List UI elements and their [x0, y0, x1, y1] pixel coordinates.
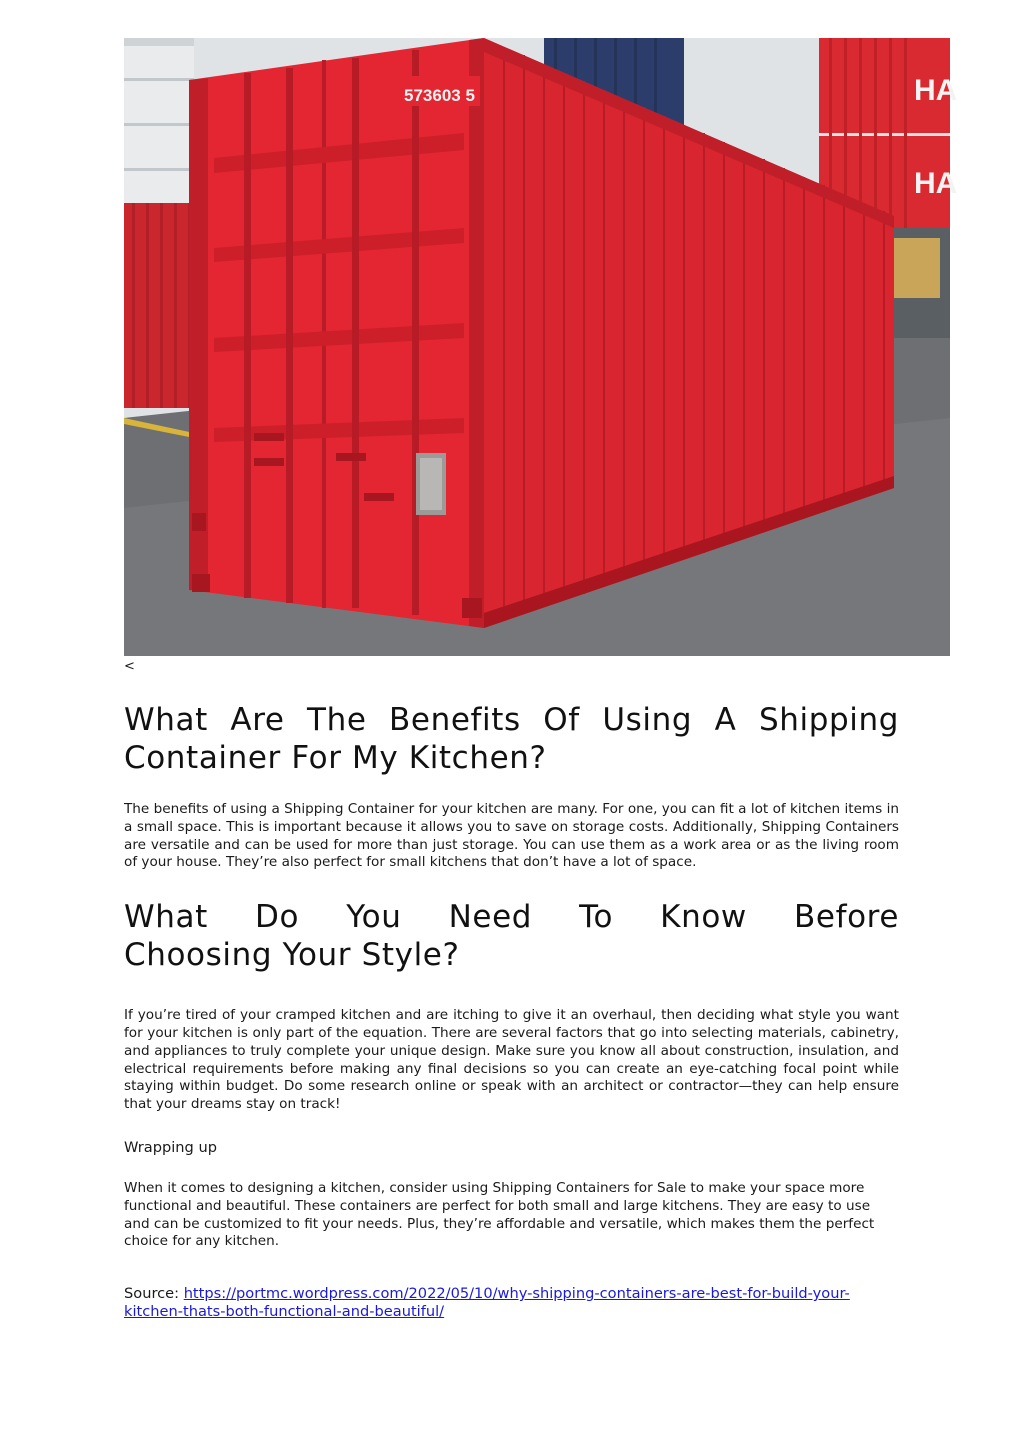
wrapping-up-heading: Wrapping up — [124, 1138, 217, 1156]
shipping-container-photo — [124, 38, 958, 656]
container-illustration — [124, 38, 958, 656]
source-citation — [124, 1285, 899, 1321]
article — [124, 38, 958, 1321]
section-body-style: If you’re tired of your cramped kitchen and are itching to give it an overhaul, then deciding what style you want for your kitchen is only part of the equation. There are several factors that go into selecting materials, cabinetry, and appliances to truly complete your unique design. Make sure you know all about construction, insulation, and electrical requirements before making any final decisions so you can create an eye-catching focal point while staying within budget. Do some research online or speak with an architect or contractor—they can help ensure that your dreams stay on track! — [124, 1007, 899, 1113]
image-caption-marker: < — [124, 659, 135, 674]
source-label: Source: — [124, 1285, 184, 1303]
wrapping-up-body: When it comes to designing a kitchen, consider using Shipping Containers for Sale to make your space more functional and beautiful. These containers are perfect for both small and large kitchens. They are easy to use and can be customized to fit your needs. Plus, they’re affordable and versatile, which makes them the perfect choice for any kitchen. — [124, 1179, 875, 1250]
section-heading-benefits: What Are The Benefits Of Using A Shipping Container For My Kitchen? — [124, 702, 899, 776]
section-heading-style-line2: Choosing Your Style? — [124, 937, 460, 974]
section-heading-style — [124, 898, 899, 974]
background-stack-label-2: HA — [914, 167, 958, 200]
source-link[interactable]: https://portmc.wordpress.com/2022/05/10/why-shipping-containers-are-best-for-build-your-kitchen-thats-both-functional-and-beautiful/ — [124, 1285, 850, 1321]
background-stack-label-1: HA — [914, 74, 958, 107]
section-body-benefits: The benefits of using a Shipping Container for your kitchen are many. For one, you can fit a lot of kitchen items in a small space. This is important because it allows you to save on storage costs. Additionally, Shipping Containers are versatile and can be used for more than just storage. You can use them as a work area or as the living room of your house. They’re also perfect for small kitchens that don’t have a lot of space. — [124, 801, 899, 871]
container-number: 573603 5 — [404, 86, 475, 105]
section-heading-style-line1: What Do You Need To Know Before — [124, 899, 899, 936]
